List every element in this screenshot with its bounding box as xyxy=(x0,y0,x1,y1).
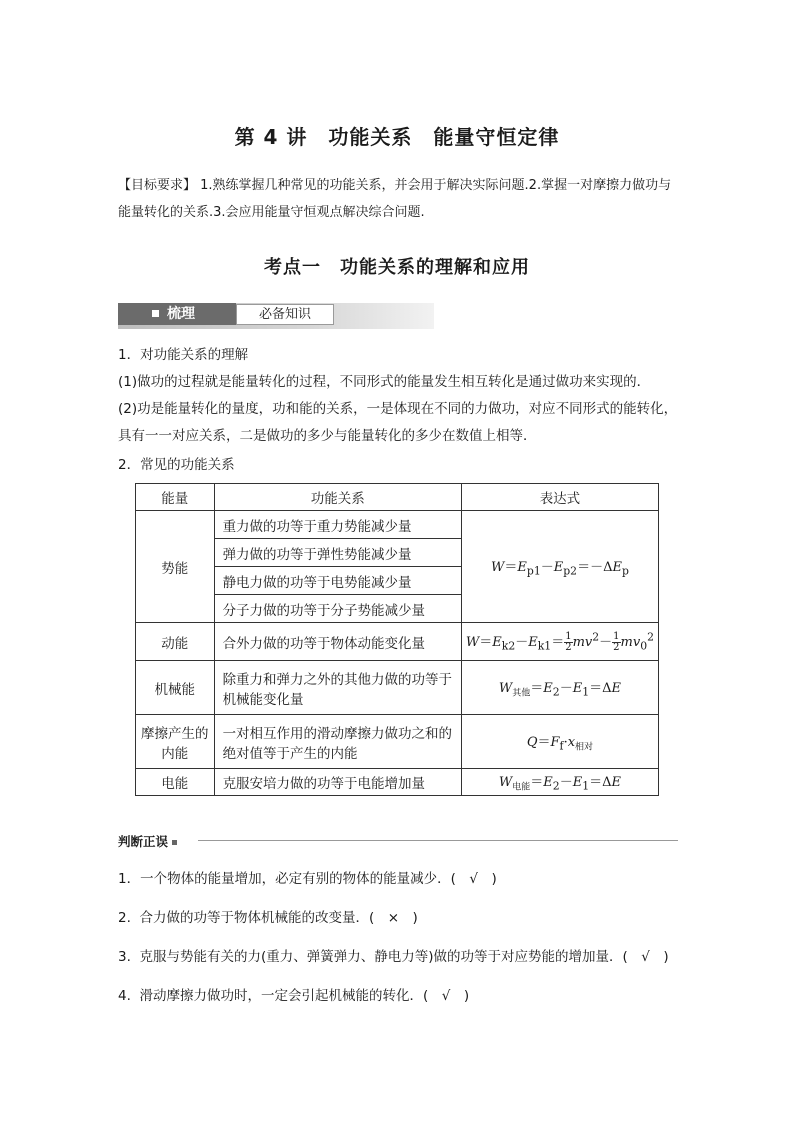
table-header-row xyxy=(136,484,659,511)
expression-mechanical: $W_{其他}=E_2-E_1=\Delta E$ xyxy=(461,661,658,715)
judge-header xyxy=(118,832,678,850)
banner-dark-label xyxy=(118,303,236,325)
function-relation-table xyxy=(135,483,659,796)
point-1-heading: 1．对功能关系的理解 xyxy=(118,347,249,363)
relation-elastic: 弹力做的功等于弹性势能减少量 xyxy=(214,539,461,567)
square-bullet-icon xyxy=(172,840,177,845)
energy-potential: 势能 xyxy=(136,511,215,623)
expression-potential: $W=E_{p1}-E_{p2}=-\Delta E_p$ xyxy=(461,511,658,623)
relation-molecular: 分子力做的功等于分子势能减少量 xyxy=(214,595,461,623)
energy-electric: 电能 xyxy=(136,769,215,796)
table-row xyxy=(136,623,659,661)
energy-mechanical: 机械能 xyxy=(136,661,215,715)
banner-dark-text: 梳理 xyxy=(167,306,195,322)
table-row xyxy=(136,511,659,539)
expression-electric: $W_{电能}=E_2-E_1=\Delta E$ xyxy=(461,769,658,796)
relation-electrostatic: 静电力做的功等于电势能减少量 xyxy=(214,567,461,595)
page-title: 第 4 讲 功能关系 能量守恒定律 xyxy=(234,125,560,149)
table-row xyxy=(136,715,659,769)
judge-item-2: 2. 合力做的功等于物体机械能的改变量．( × ) xyxy=(118,910,418,926)
section-banner xyxy=(118,303,434,329)
relation-electric: 克服安培力做的功等于电能增加量 xyxy=(214,769,461,796)
point-1-2: (2)功是能量转化的量度，功和能的关系，一是体现在不同的力做功，对应不同形式的能转化，具有一一对应关系，二是做功的多少与能量转化的多少在数值上相等． xyxy=(118,401,678,444)
expression-friction: $Q=F_f\cdot x_{相对}$ xyxy=(461,715,658,769)
relation-friction: 一对相互作用的滑动摩擦力做功之和的绝对值等于产生的内能 xyxy=(214,715,461,769)
learning-goals xyxy=(118,172,678,226)
energy-kinetic: 动能 xyxy=(136,623,215,661)
section-title: 考点一 功能关系的理解和应用 xyxy=(264,257,530,278)
expression-kinetic: $W=E_{k2}-E_{k1}=$ $\frac{1}{2}$ $mv^2-$ $\frac{1}{2}$ $mv_0^2$ xyxy=(461,623,658,661)
table-row xyxy=(136,661,659,715)
table-row xyxy=(136,769,659,796)
point-1-1: (1)做功的过程就是能量转化的过程，不同形式的能量发生相互转化是通过做功来实现的． xyxy=(118,374,651,390)
goal-text: 1.熟练掌握几种常见的功能关系，并会用于解决实际问题.2.掌握一对摩擦力做功与能量转化的关系.3.会应用能量守恒观点解决综合问题. xyxy=(118,178,672,220)
point-2-heading: 2．常见的功能关系 xyxy=(118,457,235,473)
square-bullet-icon xyxy=(152,310,159,317)
relation-mechanical: 除重力和弹力之外的其他力做的功等于机械能变化量 xyxy=(214,661,461,715)
header-expression: 表达式 xyxy=(461,484,658,511)
judge-label-text: 判断正误 xyxy=(118,834,169,849)
judge-label xyxy=(118,832,183,850)
divider xyxy=(198,840,678,841)
judge-item-4: 4. 滑动摩擦力做功时，一定会引起机械能的转化．( √ ) xyxy=(118,988,470,1004)
energy-friction: 摩擦产生的内能 xyxy=(136,715,215,769)
relation-kinetic: 合外力做的功等于物体动能变化量 xyxy=(214,623,461,661)
goal-tag: 【目标要求】 xyxy=(118,178,197,193)
judge-item-1: 1．一个物体的能量增加，必定有别的物体的能量减少．( √ ) xyxy=(118,871,497,887)
relation-gravity: 重力做的功等于重力势能减少量 xyxy=(214,511,461,539)
header-relation: 功能关系 xyxy=(214,484,461,511)
judge-item-3: 3. 克服与势能有关的力(重力、弹簧弹力、静电力等)做的功等于对应势能的增加量．( √ ) xyxy=(118,949,669,965)
banner-box-label: 必备知识 xyxy=(236,304,334,325)
header-energy: 能量 xyxy=(136,484,215,511)
